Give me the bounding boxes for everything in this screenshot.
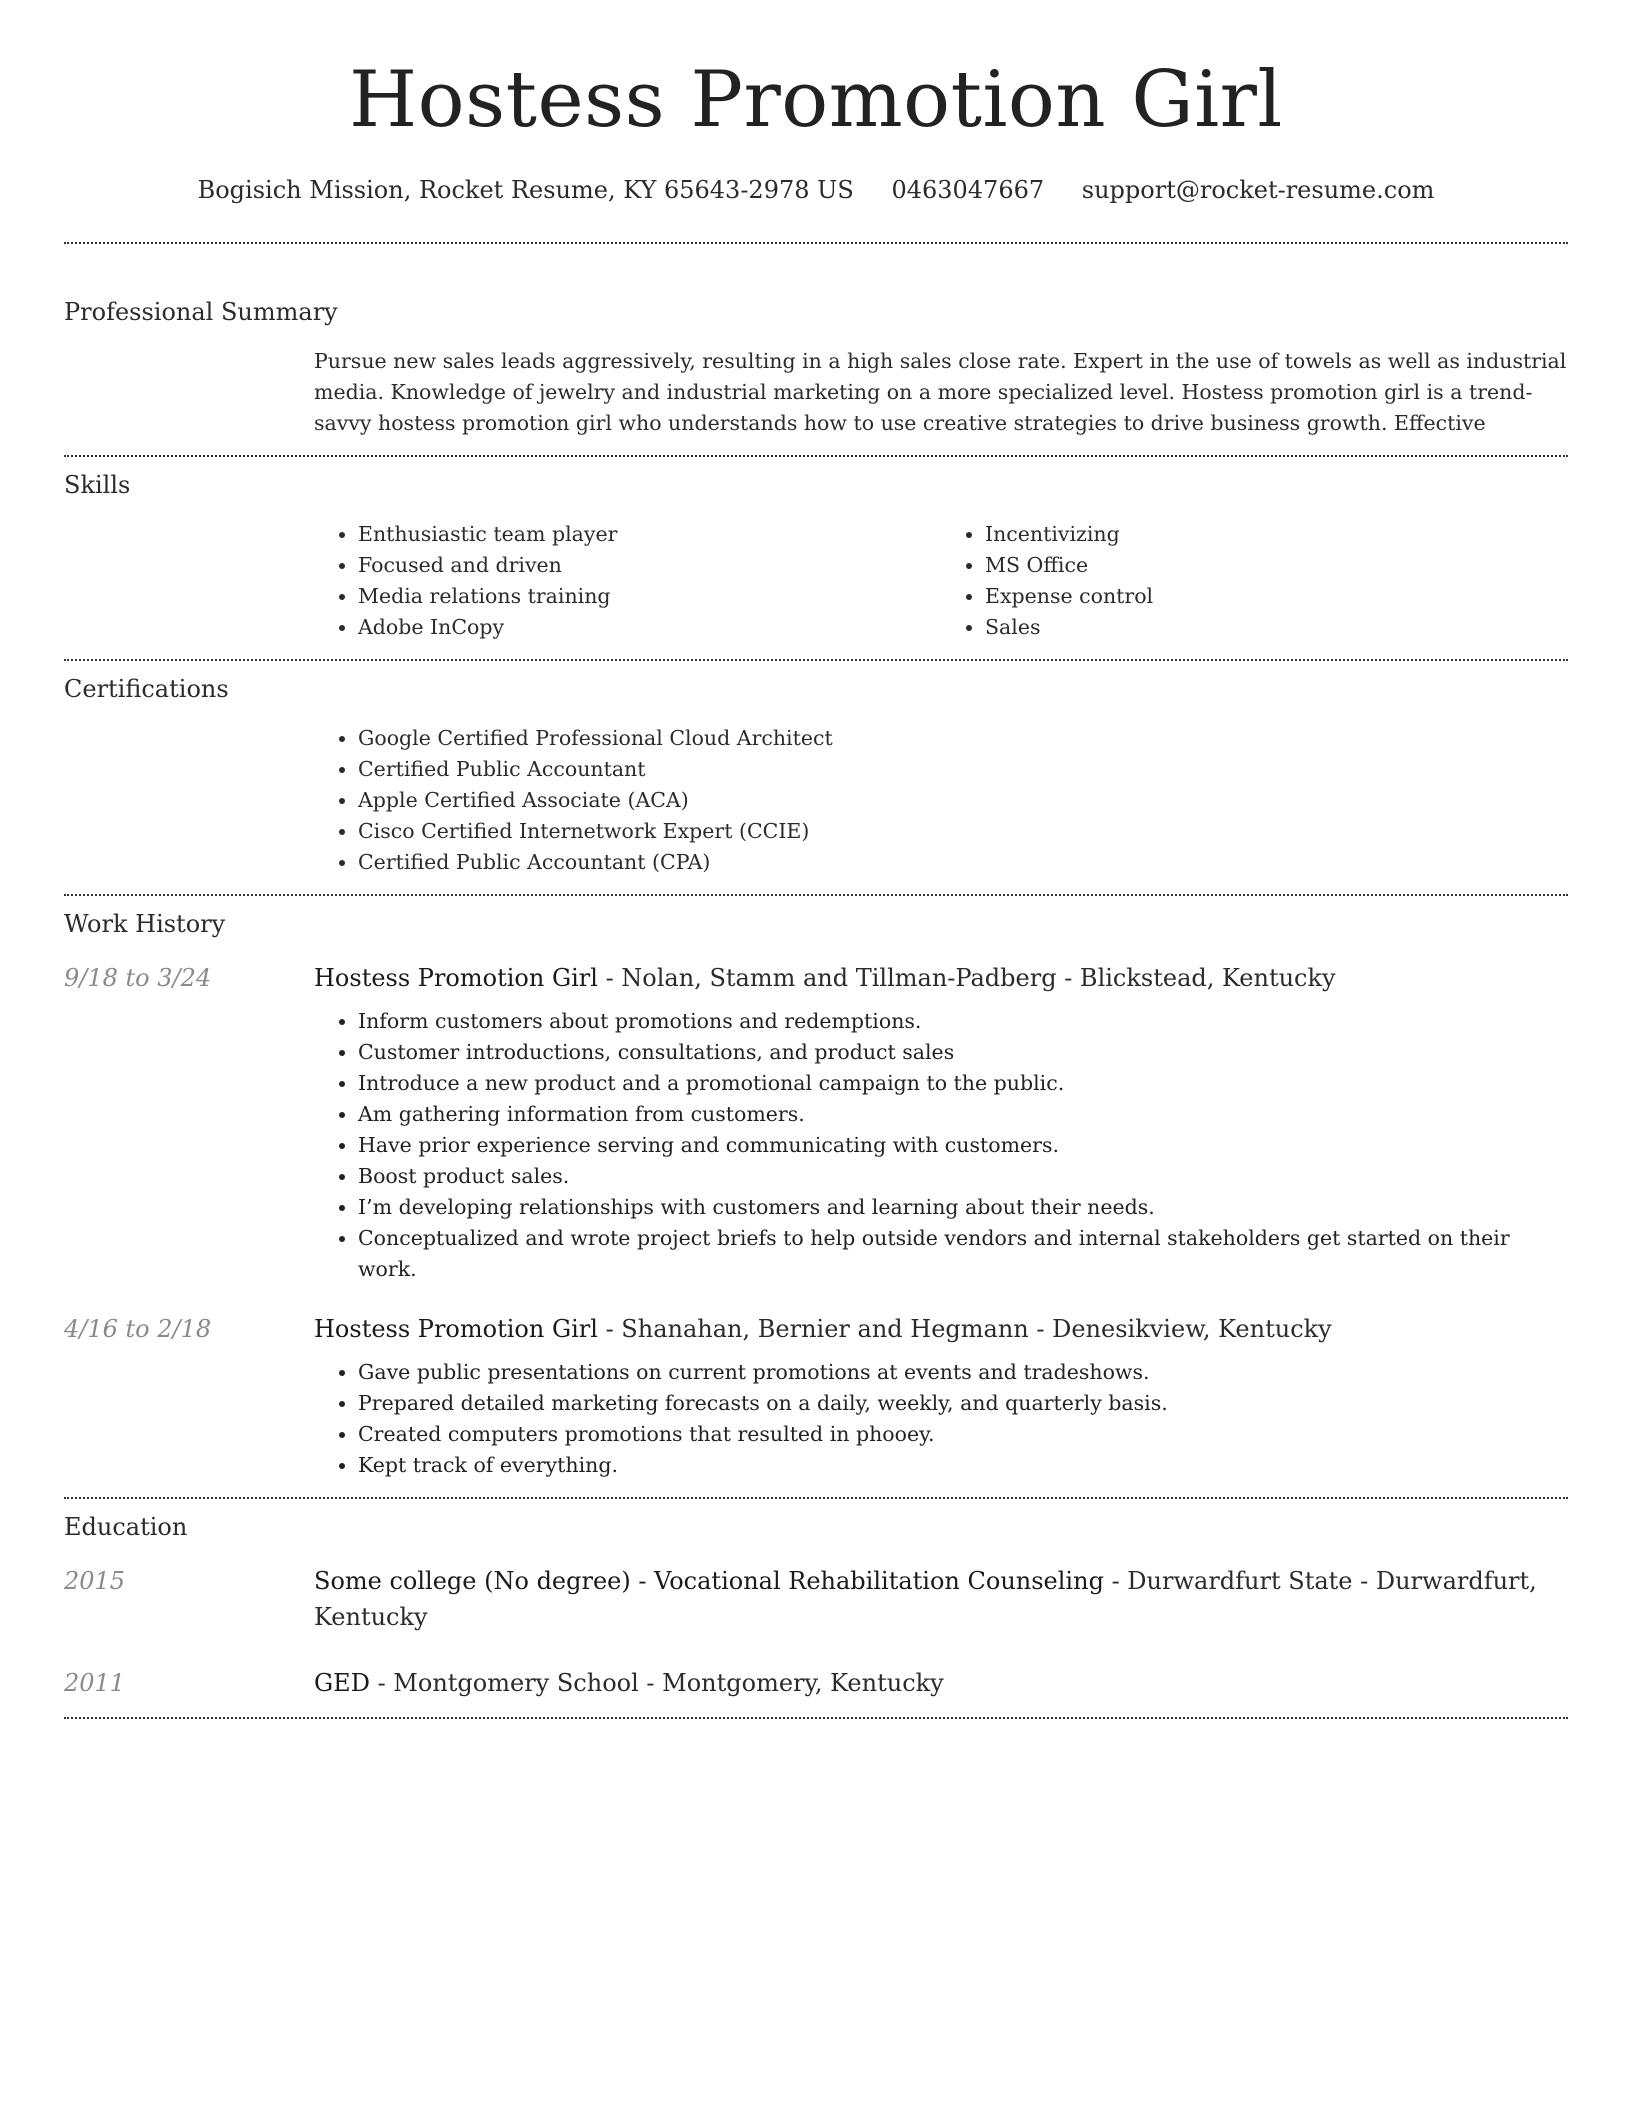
certifications-list — [314, 723, 1568, 878]
work-history-section — [0, 896, 1632, 1481]
job-role: Hostess Promotion Girl — [314, 964, 598, 992]
job-dates: 4/16 to 2/18 — [64, 1315, 212, 1343]
job-bullet: • Kept track of everything. — [358, 1450, 1568, 1481]
certification-item: • Apple Certified Associate (ACA) — [358, 785, 1568, 816]
skill-item: • Expense control — [985, 581, 1568, 612]
contact-address: Bogisich Mission, Rocket Resume, KY 65643-2978 US — [197, 176, 854, 204]
job-details — [314, 960, 1568, 1285]
job-details — [314, 1311, 1568, 1481]
job-bullet: • Am gathering information from customers. — [358, 1099, 1568, 1130]
skills-section — [0, 457, 1632, 643]
education-details — [314, 1665, 1568, 1701]
job-entry — [64, 1311, 1568, 1481]
certification-item: • Google Certified Professional Cloud Architect — [358, 723, 1568, 754]
job-heading — [314, 960, 1568, 996]
summary-title: Professional Summary — [64, 298, 338, 326]
certifications-title: Certifications — [64, 675, 229, 703]
skills-columns — [314, 519, 1568, 643]
education-year: 2015 — [64, 1567, 126, 1595]
job-bullets — [314, 1006, 1568, 1285]
skills-list-left — [314, 519, 941, 643]
certifications-content — [314, 723, 1568, 878]
skill-item: • Sales — [985, 612, 1568, 643]
job-bullet: • Gave public presentations on current promotions at events and tradeshows. — [358, 1357, 1568, 1388]
skill-item: • Focused and driven — [358, 550, 941, 581]
job-bullet: • Introduce a new product and a promotional campaign to the public. — [358, 1068, 1568, 1099]
skill-item: • Adobe InCopy — [358, 612, 941, 643]
certification-item: • Cisco Certified Internetwork Expert (CCIE) — [358, 816, 1568, 847]
certifications-section — [0, 661, 1632, 878]
education-school: - Durwardfurt State - Durwardfurt, Kentucky — [314, 1567, 1537, 1631]
job-bullet: • Created computers promotions that resulted in phooey. — [358, 1419, 1568, 1450]
job-bullets — [314, 1357, 1568, 1481]
education-school: - Montgomery School - Montgomery, Kentucky — [369, 1669, 944, 1697]
skills-list-right — [941, 519, 1568, 643]
education-section — [0, 1499, 1632, 1701]
candidate-name: Hostess Promotion Girl — [349, 55, 1283, 145]
education-degree: GED — [314, 1669, 370, 1697]
summary-text: Pursue new sales leads aggressively, resulting in a high sales close rate. Expert in the use of towels as well as industrial media. Knowledge of jewelry and industrial marketing on a more specialized level. Hostess promotion girl is a trend-savvy hostess promotion girl who understands how to use creative strategies to drive business growth. Effective — [314, 349, 1567, 435]
job-employer: - Nolan, Stamm and Tillman-Padberg - Blickstead, Kentucky — [597, 964, 1336, 992]
job-role: Hostess Promotion Girl — [314, 1315, 598, 1343]
education-details — [314, 1563, 1568, 1635]
skill-item: • Incentivizing — [985, 519, 1568, 550]
job-heading — [314, 1311, 1568, 1347]
resume-header — [0, 0, 1632, 206]
job-employer: - Shanahan, Bernier and Hegmann - Denesikview, Kentucky — [597, 1315, 1332, 1343]
contact-line — [0, 174, 1632, 206]
skills-title: Skills — [64, 471, 131, 499]
job-bullet: • Conceptualized and wrote project briefs to help outside vendors and internal stakeholders get started on their work. — [358, 1223, 1568, 1285]
skill-item: • MS Office — [985, 550, 1568, 581]
education-entry — [64, 1563, 1568, 1635]
job-entry — [64, 960, 1568, 1285]
job-bullet: • Boost product sales. — [358, 1161, 1568, 1192]
job-bullet: • I’m developing relationships with customers and learning about their needs. — [358, 1192, 1568, 1223]
job-dates: 9/18 to 3/24 — [64, 964, 212, 992]
job-bullet: • Have prior experience serving and communicating with customers. — [358, 1130, 1568, 1161]
education-degree: Some college (No degree) - Vocational Rehabilitation Counseling — [314, 1567, 1104, 1595]
work-history-title: Work History — [64, 910, 226, 938]
education-entry — [64, 1665, 1568, 1701]
section-divider — [64, 1717, 1568, 1719]
certification-item: • Certified Public Accountant (CPA) — [358, 847, 1568, 878]
skill-item: • Enthusiastic team player — [358, 519, 941, 550]
certification-item: • Certified Public Accountant — [358, 754, 1568, 785]
job-bullet: • Inform customers about promotions and redemptions. — [358, 1006, 1568, 1037]
job-bullet: • Prepared detailed marketing forecasts on a daily, weekly, and quarterly basis. — [358, 1388, 1568, 1419]
contact-email: support@rocket-resume.com — [1081, 176, 1435, 204]
job-bullet: • Customer introductions, consultations, and product sales — [358, 1037, 1568, 1068]
skill-item: • Media relations training — [358, 581, 941, 612]
contact-phone: 0463047667 — [891, 176, 1045, 204]
summary-section — [0, 244, 1632, 439]
education-year: 2011 — [64, 1669, 126, 1697]
education-title: Education — [64, 1513, 188, 1541]
